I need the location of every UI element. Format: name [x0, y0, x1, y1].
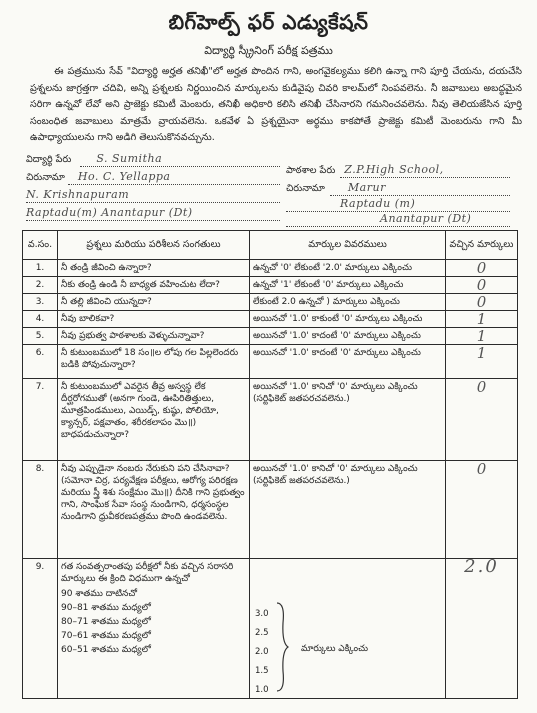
- row-question: నీవు ఎప్పుడైనా నంబరు నేరుకుని పని చేసినావా? (సమోనా చిర్ర, పర్యవేక్షణ పరీక్షలు, ఆరోగ్య పరిరక్షణ మరియు స్త్రీ శిశు సంక్షేమం మొ॥) దీనికి గాని ప్రభుత్వం గాని, సాంఘిక సేవా సంస్థ నుండిగాని, ధర్మసంస్థల నుండిగాని ధ్రువీకరణపత్రము పొంది ఉండవలెను.: [58, 461, 250, 559]
- header-obtained-marks: వచ్చిన మార్కులు: [446, 231, 518, 260]
- row-score: 0: [446, 260, 518, 277]
- table-header-row: [23, 231, 518, 260]
- student-address-line-2: N. Krishnapuram: [26, 188, 130, 201]
- table-row: [23, 345, 518, 379]
- row-number: 5.: [23, 328, 58, 345]
- scale-value: 3.0: [255, 609, 269, 619]
- grade-band: 90 శాతము దాటినచో: [61, 589, 138, 599]
- table-row: [23, 260, 518, 277]
- table-row: [23, 379, 518, 461]
- row-number: 4.: [23, 311, 58, 328]
- school-address-field: [286, 181, 386, 196]
- student-name-label: విద్యార్థి పేరు: [26, 154, 72, 165]
- row-question: నీ తండ్రి జీవించి ఉన్నారా?: [58, 260, 250, 277]
- header-serial: వ.సం.: [23, 231, 58, 260]
- row-marks-rule: అయినచో '1.0' కానిచో '0' మార్కులు ఎక్కించు (సర్టిఫికెట్ జతపరచవలెను.): [250, 379, 446, 461]
- row-score: 1: [446, 328, 518, 345]
- school-address-line-1: Marur: [347, 181, 386, 194]
- row-marks-rule: అయినచో '1.0' కానిచో '0' మార్కులు ఎక్కించు (సర్టిఫికెట్ జతపరచవలెను.): [250, 461, 446, 559]
- row-question: నీవు ప్రభుత్వ పాఠశాలకు వెళ్ళుచున్నావా?: [58, 328, 250, 345]
- table-row: [23, 328, 518, 345]
- student-address-line-1: Ho. C. Yellappa: [77, 170, 171, 183]
- row-number: 8.: [23, 461, 58, 559]
- school-name-value: Z.P.High School,: [344, 163, 444, 176]
- curly-brace-icon: [275, 601, 289, 693]
- row-number: 3.: [23, 294, 58, 311]
- table-row: [23, 311, 518, 328]
- row-score: 0: [446, 379, 518, 461]
- row-question: నీ కుటుంబములో ఎవరైన తీవ్ర అస్వస్థ లేక దీర్ఘరోగముతో (అనగా గుండె, ఊపిరితిత్తులు, మూత్రపిండములు, ఎయిడ్స్, కుష్ఠు, పోలియో, క్యాన్సర్, పక్షవాతం, శరీరకలాపం మొ॥) బాధపడుచున్నారా?: [58, 379, 250, 461]
- row-score: 1: [446, 311, 518, 328]
- form-title: బిగ్‌హెల్ప్ ఫర్ ఎడ్యుకేషన్: [168, 10, 369, 34]
- underline: [340, 177, 510, 178]
- grade-band: 70–61 శాతము మధ్యలో: [61, 631, 151, 641]
- row-number: 7.: [23, 379, 58, 461]
- grade-band: 60–51 శాతము మధ్యలో: [61, 645, 151, 655]
- row-number: 2.: [23, 277, 58, 294]
- row-marks-rule: ఉన్నచో '1' లేకుంటే '0' మార్కులు ఎక్కించు: [250, 277, 446, 294]
- row-score: 0: [446, 461, 518, 559]
- table-row: [23, 277, 518, 294]
- school-name-label: పాఠశాల పేరు: [286, 165, 336, 176]
- screening-table: [22, 230, 518, 699]
- student-name-value: S. Sumitha: [96, 152, 163, 165]
- student-address-label: చిరునామా: [26, 172, 65, 183]
- row-question: నీ కుటుంబములో 18 సం॥ల లోపు గల పిల్లలెందరు బడికి పోవుచున్నారా?: [58, 345, 250, 379]
- school-name-field: [286, 163, 444, 178]
- row-marks-rule: లేకుంటే 2.0 ఉన్నచో ) మార్కులు ఎక్కించు: [250, 294, 446, 311]
- row-question: [58, 559, 250, 699]
- row-marks-rule: అయినచో '1.0' కాదంటే '0' మార్కులు ఎక్కించు: [250, 345, 446, 379]
- grade-band: 90–81 శాతము మధ్యలో: [61, 603, 151, 613]
- table-row: [23, 559, 518, 699]
- row-score: 2.0: [446, 559, 518, 699]
- underline: [26, 220, 280, 221]
- underline: [286, 226, 510, 227]
- row-number: 6.: [23, 345, 58, 379]
- row-number: 9.: [23, 559, 58, 699]
- header-mark-details: మార్కుల వివరములు: [250, 231, 446, 260]
- row-marks-rule: అయినచో '1.0' కాదంటే '0' మార్కులు ఎక్కించు: [250, 328, 446, 345]
- school-address-line-3: Anantapur (Dt): [380, 212, 472, 225]
- underline: [80, 166, 280, 167]
- scale-value: 1.5: [255, 666, 269, 676]
- row-score: 1: [446, 345, 518, 379]
- table-row: [23, 294, 518, 311]
- row-marks-rule: అయినచో '1.0' కాకుంటే '0' మార్కులు ఎక్కించు: [250, 311, 446, 328]
- school-address-line-2: Raptadu (m): [340, 197, 416, 210]
- header-question: ప్రశ్నలు మరియు పరిశీలన సంగతులు: [58, 231, 250, 260]
- scale-value: 2.5: [255, 628, 269, 638]
- row-question: నీకు తండ్రి ఉండి నీ బాధ్యత వహించుట లేదా?: [58, 277, 250, 294]
- row-question-text: గత సంవత్సరాంతపు పరీక్షలో నీకు వచ్చిన సరాసరి మార్కులు ఈ క్రింది విధముగా ఉన్నచో: [61, 562, 234, 584]
- grade-band: 80–71 శాతము మధ్యలో: [61, 617, 151, 627]
- underline: [330, 195, 510, 196]
- row-question: నీవు బాలికవా?: [58, 311, 250, 328]
- student-name-field: [26, 152, 162, 167]
- student-address-line-3: Raptadu(m) Anantapur (Dt): [26, 206, 193, 219]
- school-address-label: చిరునామా: [286, 183, 325, 194]
- row-score: 0: [446, 277, 518, 294]
- row-score: 0: [446, 294, 518, 311]
- row-marks-rule: [250, 559, 446, 699]
- student-address-field: [26, 170, 171, 185]
- table-row: [23, 461, 518, 559]
- row-number: 1.: [23, 260, 58, 277]
- form-subtitle: విద్యార్థి స్క్రీనింగ్ పరీక్ష పత్రము: [204, 44, 333, 57]
- scale-instruction: మార్కులు ఎక్కించు: [301, 644, 369, 654]
- underline: [26, 202, 280, 203]
- underline: [68, 184, 280, 185]
- scale-value: 1.0: [255, 685, 269, 695]
- scale-value: 2.0: [255, 647, 269, 657]
- instructions-paragraph: ఈ పత్రమును సేవ్ "విద్యార్థి అర్హత తనిఖీ"లో అర్హత పొందిన గాని, అంగవైకల్యము కలిగి ఉన్నా గాని పూర్తి చేయను, దయచేసి ప్రశ్నలను జాగ్రత్తగా చదివి, అన్ని ప్రశ్నలకు నిర్ణయించిన మార్కులను కుడివైపు చివరి కాలమ్‌లో నింపవలెను. నీ జవాబులు అబద్ధమైన సరిగా ఉన్నవో లేవో అని ప్రాజెక్టు కమిటీ మెంబరు, తనిఖీ అధికారి కలిసి తనిఖీ చేసినారని గమనించవలెను. నీవు తెలియజేసిన పూర్తి సంబంధిత జవాబులు మాత్రమే వ్రాయవలెను. ఒకవేళ ఏ ప్రశ్నయైనా అర్థము కాకపోతే ప్రాజెక్టు కమిటీ మెంబరును గాని మీ ఉపాధ్యాయులను గాని అడిగి తెలుసుకొనవచ్చును.: [30, 66, 522, 143]
- row-marks-rule: ఉన్నచో '0' లేకుంటే '2.0' మార్కులు ఎక్కించు: [250, 260, 446, 277]
- row-question: నీ తల్లి జీవించి యున్నదా?: [58, 294, 250, 311]
